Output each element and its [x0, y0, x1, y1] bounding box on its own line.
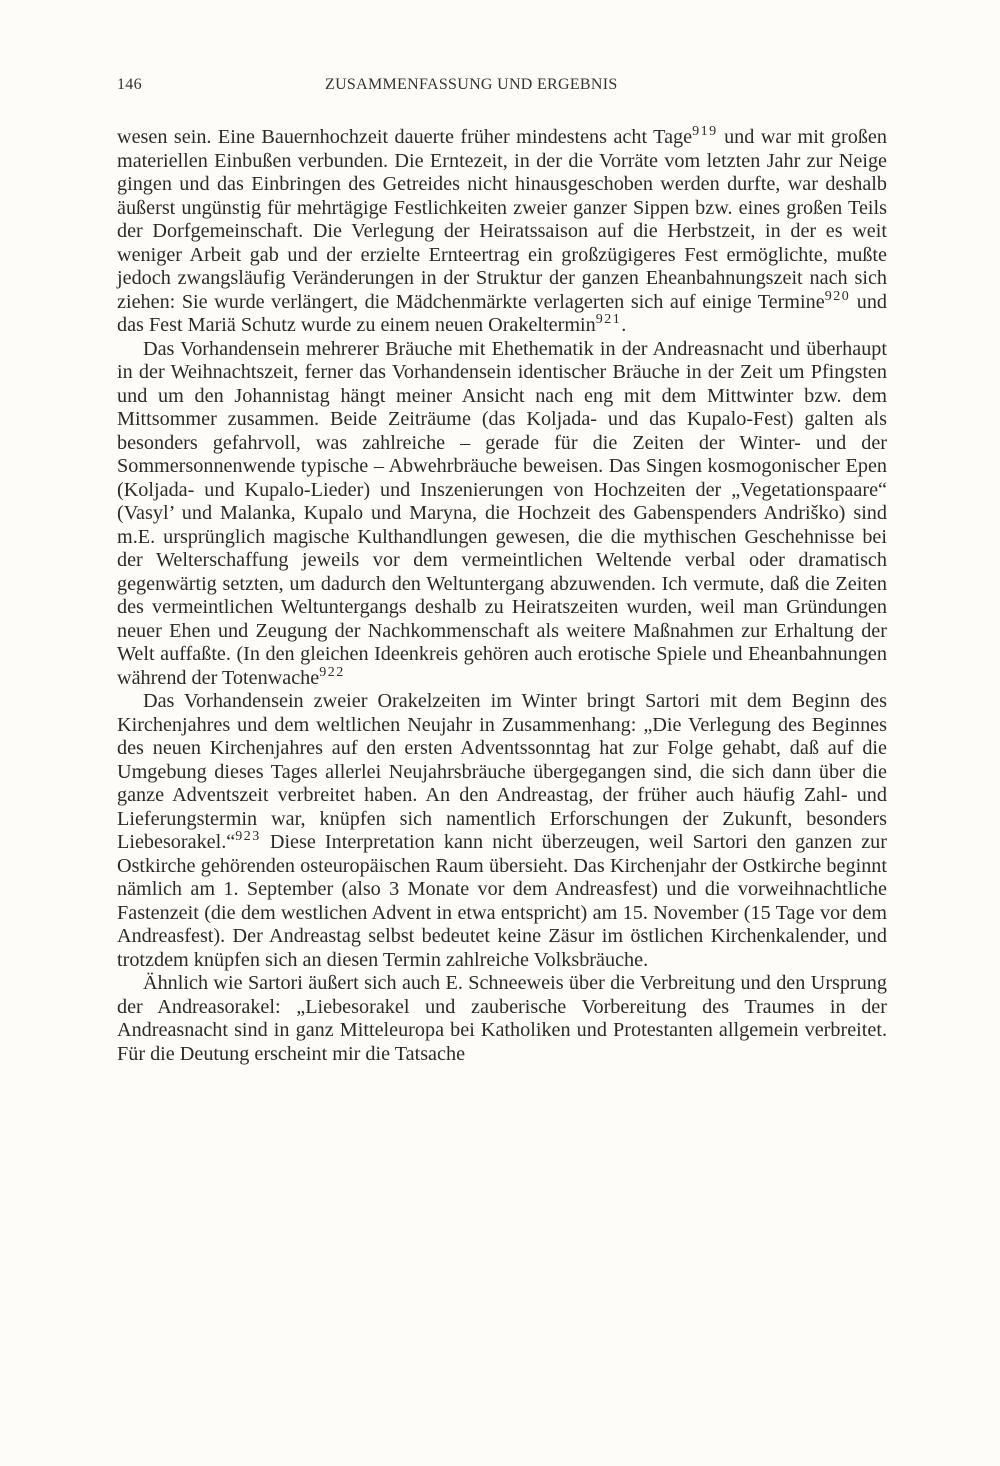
footnote-ref: 922: [319, 664, 345, 680]
paragraph: [117, 690, 887, 972]
chapter-title: ZUSAMMENFASSUNG UND ERGEBNIS: [325, 76, 618, 93]
text-run: und war mit großen materiellen Einbußen verbunden. Die Erntezeit, in der die Vorräte vom letzten Jahr zur Neige gingen und das Einbringen des Getreides nicht hinausgeschoben werden durfte, war deshalb äußerst ungünstig für mehrtägige Festlichkeiten zweier ganzer Sippen bzw. eines großen Teils der Dorfgemeinschaft. Die Verlegung der Heiratssaison auf die Herbstzeit, in der es weit weniger Arbeit gab und der erzielte Ernteertrag ein großzügigeres Fest ermöglichte, mußte jedoch zwangsläufig Veränderungen in der Struktur der ganzen Eheanbahnungszeit nach sich ziehen: Sie wurde verlängert, die Mädchenmärkte verlagerten sich auf einige Termine: [117, 126, 887, 313]
running-head: [117, 70, 887, 104]
paragraph: [117, 972, 887, 1066]
text-run: Das Vorhandensein zweier Orakelzeiten im Winter bringt Sartori mit dem Beginn des Kirchenjahres und dem weltlichen Neujahr in Zusammenhang: „Die Verlegung des Beginnes des neuen Kirchenjahres auf den ersten Adventssonntag hat zur Folge gehabt, daß auf die Umgebung dieses Tages allerlei Neujahrsbräuche übergegangen sind, die sich dann über die ganze Adventszeit verbreitet haben. An den Andreastag, der früher auch häufig Zahl- und Lieferungstermin war, knüpfen sich namentlich Erforschungen der Zukunft, besonders Liebesorakel.“: [117, 690, 887, 853]
text-run: Das Vorhandensein mehrerer Bräuche mit Ehethematik in der Andreasnacht und überhaupt in der Weihnachtszeit, ferner das Vorhandensein identischer Bräuche in der Zeit um Pfingsten und um den Johannistag hängt meiner Ansicht nach eng mit dem Mittwinter bzw. dem Mittsommer zusammen. Beide Zeiträume (das Koljada- und das Kupalo-Fest) galten als besonders gefahrvoll, was zahlreiche – gerade für die Zeiten der Winter- und der Sommersonnenwende typische – Abwehrbräuche beweisen. Das Singen kosmogonischer Epen (Koljada- und Kupalo-Lieder) und Inszenierungen von Hochzeiten der „Vegetationspaare“ (Vasyl’ und Malanka, Kupalo und Maryna, die Hochzeit des Gabenspenders Andriško) sind m.E. ursprünglich magische Kulthandlungen gewesen, die die mythischen Geschehnisse bei der Welterschaffung jeweils vor dem vermeintlichen Weltende verbal oder dramatisch gegenwärtig setzten, um dadurch den Weltuntergang abzuwenden. Ich vermute, daß die Zeiten des vermeintlichen Weltuntergangs deshalb zu Heiratszeiten wurden, weil man Gründungen neuer Ehen und Zeugung der Nachkommenschaft als weitere Maßnahmen zur Erhaltung der Welt auffaßte. (In den gleichen Ideenkreis gehören auch erotische Spiele und Eheanbahnungen während der Totenwache: [117, 337, 887, 689]
footnote-ref: 919: [692, 124, 718, 139]
footnote-ref: 921: [595, 312, 622, 327]
text-run: wesen sein. Eine Bauernhochzeit dauerte früher mindestens acht Tage: [117, 126, 693, 148]
text-run: Diese Interpretation kann nicht überzeugen, weil Sartori den ganzen zur Ostkirche gehörenden osteuropäischen Raum übersieht. Das Kirchenjahr der Ostkirche beginnt nämlich am 1. September (also 3 Monate vor dem Andreasfest) und die vorweihnachtliche Fastenzeit (die dem westlichen Advent in etwa entspricht) am 15. November (15 Tage vor dem Andreasfest). Der Andreastag selbst bedeutet keine Zäsur im östlichen Kirchenkalender, und trotzdem knüpfen sich an diesen Termin zahlreiche Volksbräuche.: [117, 831, 887, 971]
text-run: Ähnlich wie Sartori äußert sich auch E. Schneeweis über die Verbreitung und den Ursprung der Andreasorakel: „Liebesorakel und zauberische Vorbereitung des Traumes in der Andreasnacht sind in ganz Mitteleuropa bei Katholiken und Protestanten allgemein verbreitet. Für die Deutung erscheint mir die Tatsache: [117, 972, 887, 1065]
text-run: .: [621, 314, 627, 336]
paragraph: [117, 338, 887, 691]
footnote-ref: 923: [235, 829, 261, 844]
page-number: 146: [117, 76, 142, 93]
text-run: und das Fest Mariä Schutz wurde zu einem neuen Orakeltermin: [117, 290, 888, 336]
paragraph: [117, 126, 887, 338]
body-text: [117, 126, 887, 1066]
footnote-ref: 920: [824, 288, 851, 304]
book-page: [117, 70, 887, 1066]
